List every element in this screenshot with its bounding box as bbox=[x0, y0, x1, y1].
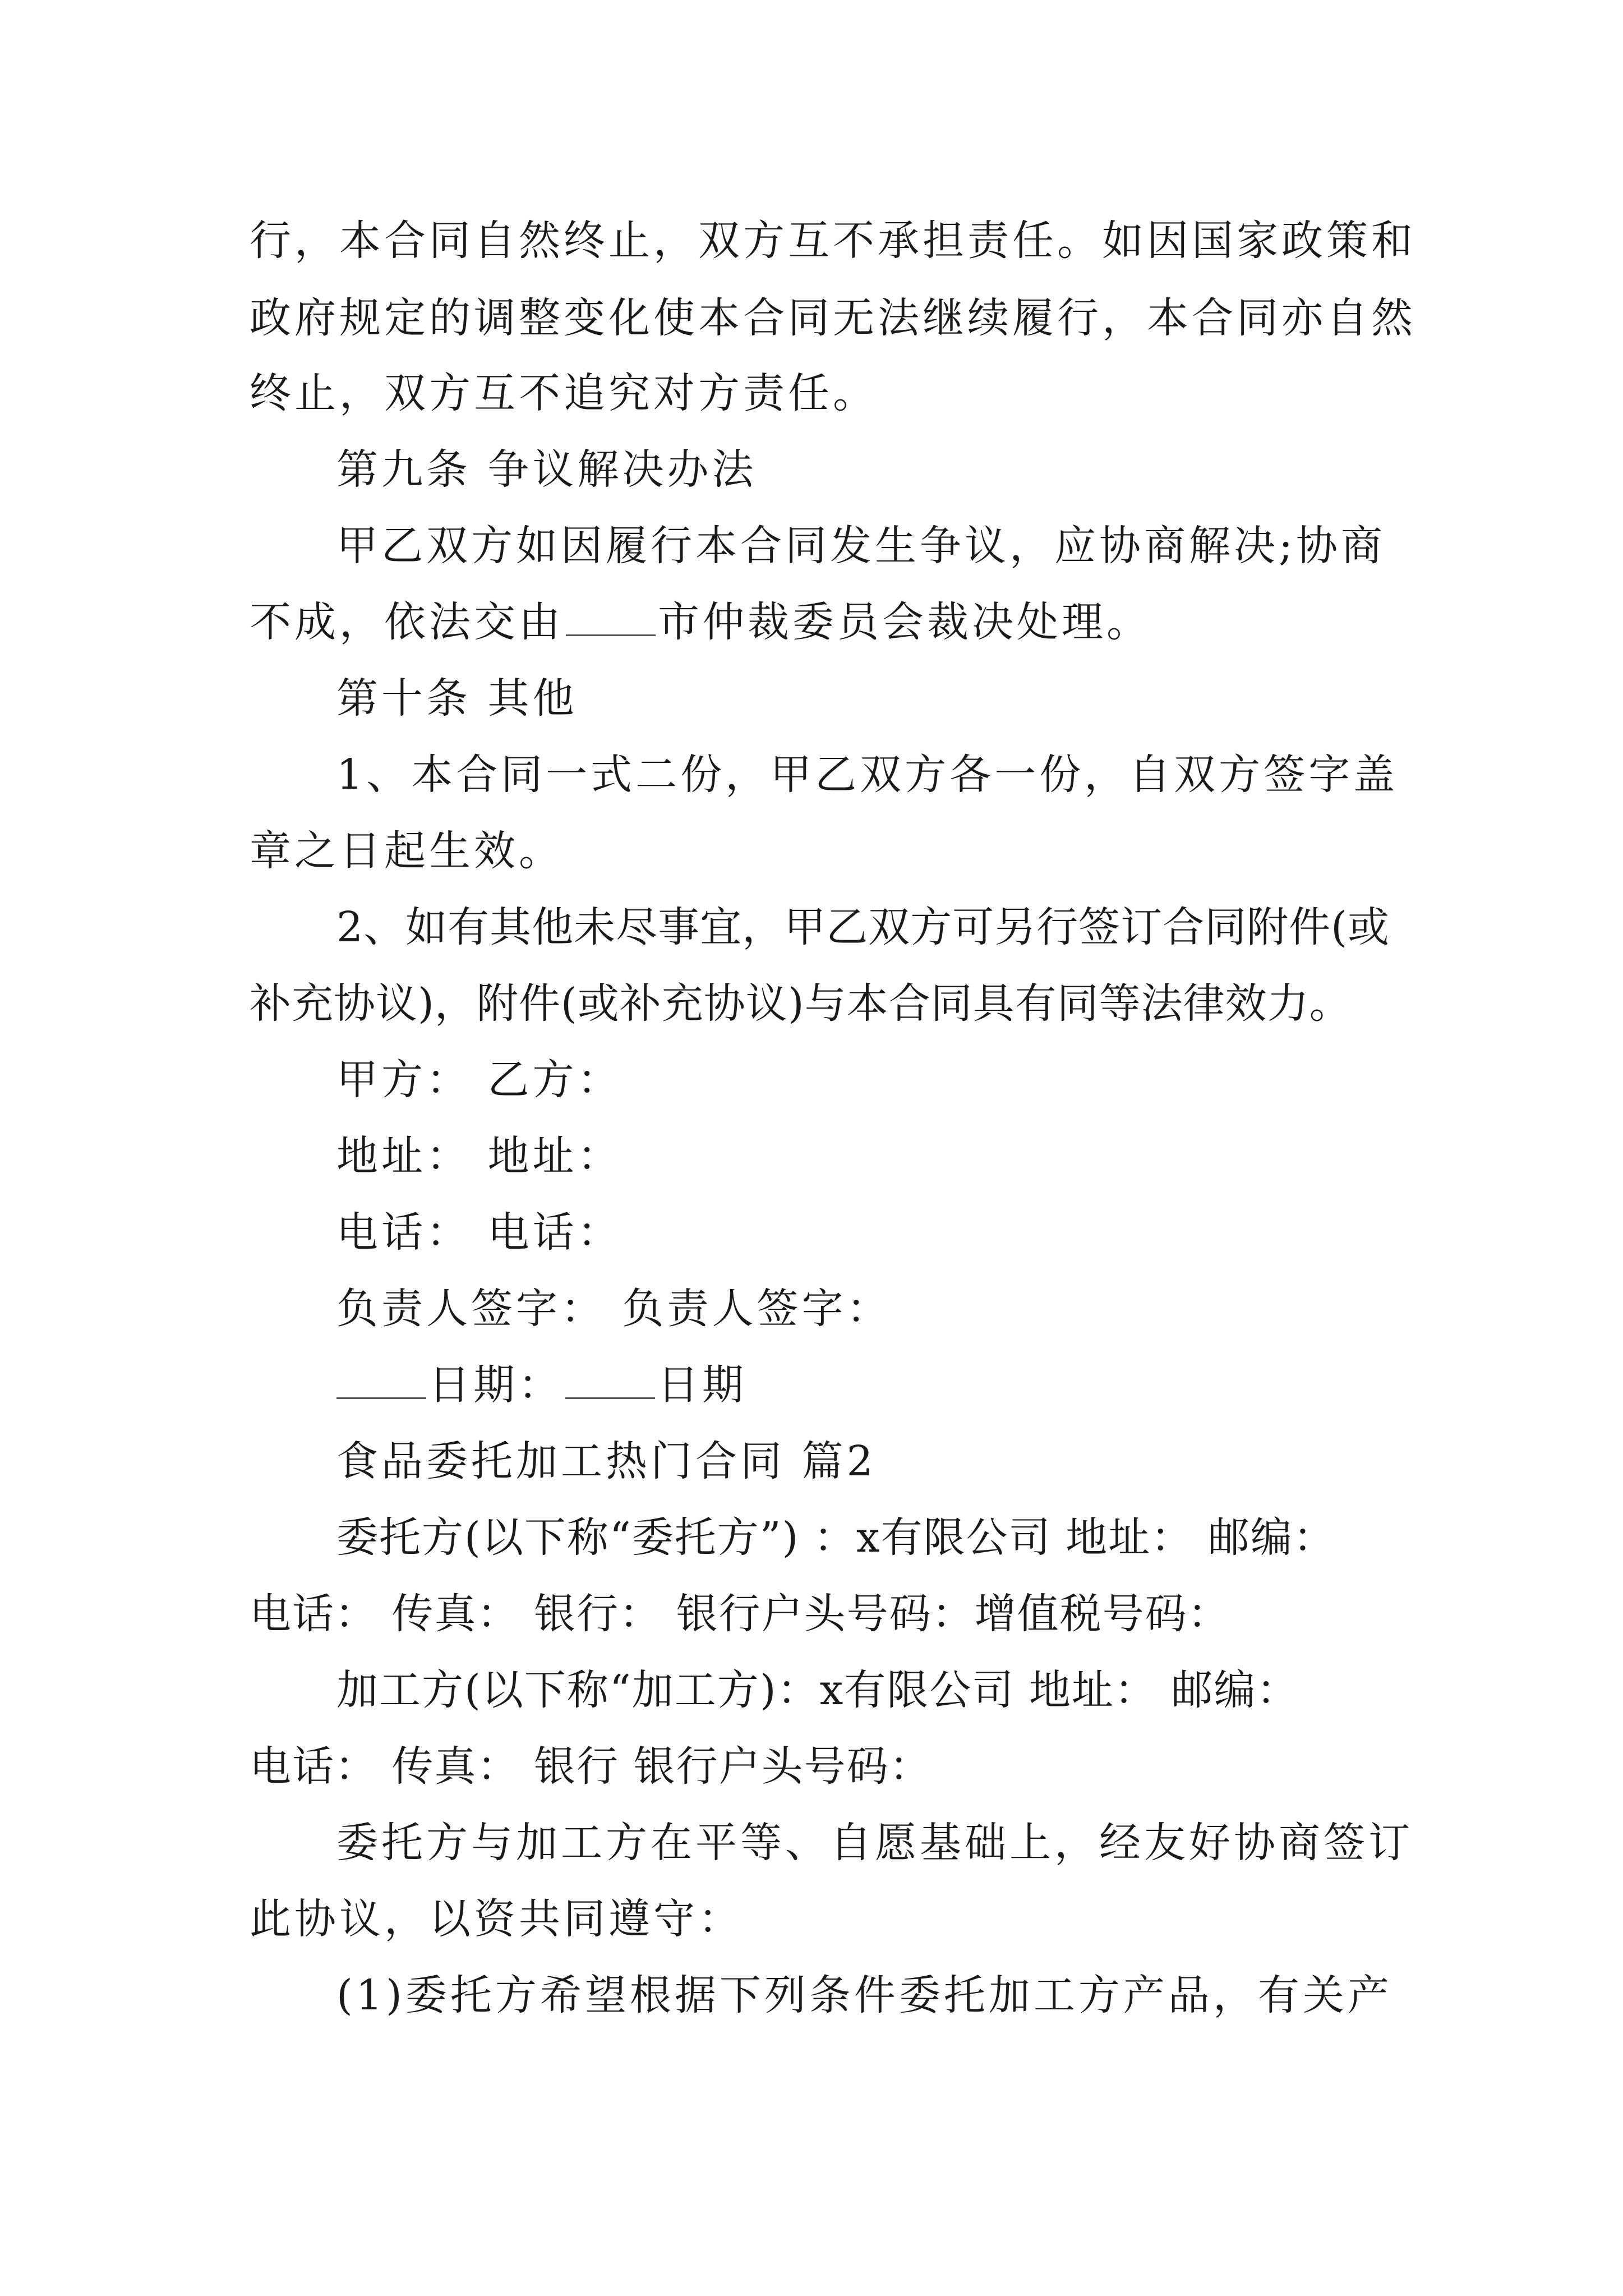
signature-field-date: 日期： 日期 bbox=[336, 1360, 747, 1410]
party-info-line: 电话： 传真： 银行： 银行户头号码：增值税号码： bbox=[250, 1590, 1230, 1638]
fill-in-blank bbox=[565, 1363, 655, 1399]
signature-field-phone: 电话： 电话： bbox=[336, 1208, 623, 1257]
paragraph-line: 不成，依法交由 市仲裁委员会裁决处理。 bbox=[250, 598, 1151, 646]
paragraph-line: 行，本合同自然终止，双方互不承担责任。如因国家政策和 bbox=[250, 217, 1416, 265]
paragraph-line: 终止，双方互不追究对方责任。 bbox=[250, 369, 878, 417]
party-info-line: 委托方(以下称“委托方”) ：x有限公司 地址： 邮编： bbox=[336, 1513, 1336, 1562]
section-title: 食品委托加工热门合同 篇2 bbox=[336, 1437, 877, 1485]
fill-in-blank bbox=[336, 1363, 426, 1399]
signature-field-address: 地址： 地址： bbox=[336, 1132, 623, 1180]
paragraph-line: 2、如有其他未尽事宜，甲乙双方可另行签订合同附件(或 bbox=[336, 903, 1390, 951]
party-info-line: 加工方(以下称“加工方)：x有限公司 地址： 邮编： bbox=[336, 1666, 1299, 1714]
paragraph-line: (1)委托方希望根据下列条件委托加工方产品，有关产 bbox=[336, 1971, 1393, 2019]
paragraph-line: 甲乙双方如因履行本合同发生争议，应协商解决;协商 bbox=[336, 522, 1386, 570]
signature-field-party: 甲方： 乙方： bbox=[336, 1056, 623, 1104]
paragraph-line: 补充协议)，附件(或补充协议)与本合同具有同等法律效力。 bbox=[250, 979, 1352, 1028]
paragraph-line: 政府规定的调整变化使本合同无法继续履行，本合同亦自然 bbox=[250, 294, 1416, 342]
fill-in-blank bbox=[566, 600, 656, 636]
party-info-line: 电话： 传真： 银行 银行户头号码： bbox=[250, 1742, 932, 1791]
article-heading: 第九条 争议解决办法 bbox=[336, 445, 757, 494]
paragraph-line: 章之日起生效。 bbox=[250, 827, 564, 875]
paragraph-line: 委托方与加工方在平等、自愿基础上，经友好协商签订 bbox=[336, 1819, 1413, 1867]
paragraph-line: 1、本合同一式二份，甲乙双方各一份，自双方签字盖 bbox=[336, 751, 1399, 799]
signature-field-signer: 负责人签字： 负责人签字： bbox=[336, 1285, 892, 1333]
article-heading: 第十条 其他 bbox=[336, 674, 578, 723]
paragraph-line: 此协议，以资共同遵守： bbox=[250, 1895, 743, 1943]
